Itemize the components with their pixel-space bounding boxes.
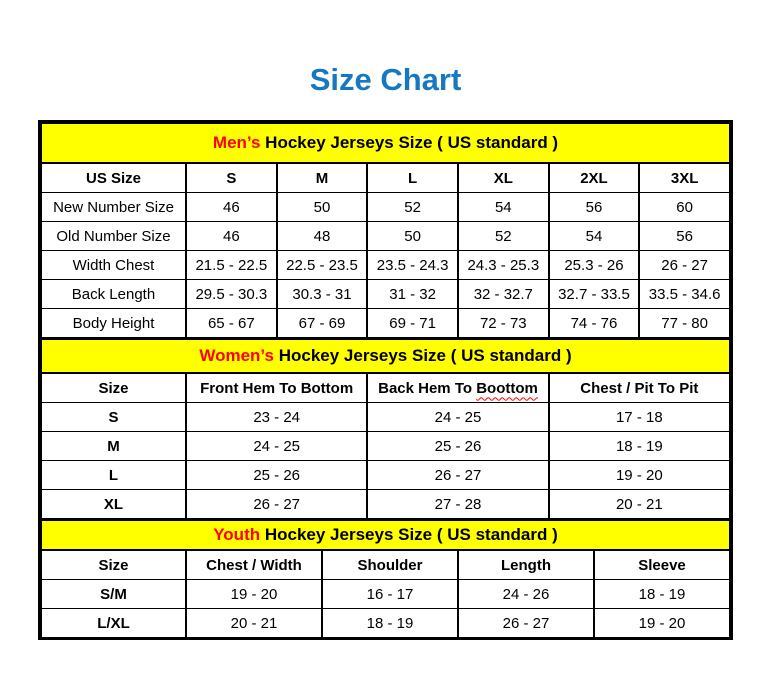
mens-column-header: M — [277, 163, 368, 193]
mens-value-cell: 46 — [186, 193, 277, 222]
youth-table-row — [41, 580, 730, 609]
youth-size-table — [40, 519, 731, 638]
mens-value-cell: 25.3 - 26 — [549, 251, 640, 280]
mens-size-table — [40, 122, 731, 338]
mens-value-cell: 74 - 76 — [549, 309, 640, 338]
womens-table-row — [41, 490, 730, 519]
womens-value-cell: 19 - 20 — [549, 461, 730, 490]
mens-value-cell: 56 — [549, 193, 640, 222]
youth-column-header: Size — [41, 550, 186, 580]
youth-value-cell: 20 - 21 — [186, 609, 322, 638]
mens-banner-text: Hockey Jerseys Size ( US standard ) — [260, 133, 559, 152]
womens-value-cell: 20 - 21 — [549, 490, 730, 519]
mens-value-cell: 50 — [277, 193, 368, 222]
womens-value-cell: 18 - 19 — [549, 432, 730, 461]
youth-value-cell: 16 - 17 — [322, 580, 458, 609]
page-title: Size Chart — [309, 62, 462, 97]
mens-row-label: New Number Size — [41, 193, 186, 222]
mens-value-cell: 22.5 - 23.5 — [277, 251, 368, 280]
mens-row-label: Old Number Size — [41, 222, 186, 251]
youth-column-header: Chest / Width — [186, 550, 322, 580]
womens-value-cell: 24 - 25 — [186, 432, 367, 461]
mens-value-cell: 77 - 80 — [639, 309, 730, 338]
womens-section-banner — [41, 339, 730, 373]
misspelled-word: Boottom — [476, 379, 538, 397]
youth-value-cell: 18 - 19 — [594, 580, 730, 609]
youth-column-header: Sleeve — [594, 550, 730, 580]
womens-banner-highlight: Women’s — [199, 346, 274, 365]
womens-row-label: XL — [41, 490, 186, 519]
womens-column-header: Back Hem To Boottom — [367, 373, 548, 403]
youth-section-banner — [41, 520, 730, 550]
womens-banner-text: Hockey Jerseys Size ( US standard ) — [273, 346, 572, 365]
womens-value-cell: 27 - 28 — [367, 490, 548, 519]
womens-size-table — [40, 338, 731, 519]
mens-column-header: S — [186, 163, 277, 193]
mens-value-cell: 31 - 32 — [367, 280, 458, 309]
mens-value-cell: 54 — [458, 193, 549, 222]
mens-value-cell: 26 - 27 — [639, 251, 730, 280]
mens-value-cell: 50 — [367, 222, 458, 251]
mens-row-label: Width Chest — [41, 251, 186, 280]
mens-row-label: Back Length — [41, 280, 186, 309]
mens-value-cell: 23.5 - 24.3 — [367, 251, 458, 280]
womens-value-cell: 23 - 24 — [186, 403, 367, 432]
mens-table-row — [41, 280, 730, 309]
mens-column-header: 3XL — [639, 163, 730, 193]
youth-banner-text: Hockey Jerseys Size ( US standard ) — [260, 525, 558, 544]
womens-table-row — [41, 403, 730, 432]
youth-value-cell: 24 - 26 — [458, 580, 594, 609]
womens-value-cell: 25 - 26 — [367, 432, 548, 461]
mens-column-header: XL — [458, 163, 549, 193]
mens-column-header: L — [367, 163, 458, 193]
womens-value-cell: 26 - 27 — [367, 461, 548, 490]
mens-value-cell: 21.5 - 22.5 — [186, 251, 277, 280]
mens-banner-highlight: Men’s — [212, 133, 261, 152]
youth-table-row — [41, 609, 730, 638]
womens-value-cell: 17 - 18 — [549, 403, 730, 432]
mens-value-cell: 33.5 - 34.6 — [639, 280, 730, 309]
womens-value-cell: 25 - 26 — [186, 461, 367, 490]
womens-row-label: S — [41, 403, 186, 432]
youth-row-label: L/XL — [41, 609, 186, 638]
womens-value-cell: 26 - 27 — [186, 490, 367, 519]
youth-column-header: Length — [458, 550, 594, 580]
mens-value-cell: 69 - 71 — [367, 309, 458, 338]
youth-value-cell: 26 - 27 — [458, 609, 594, 638]
mens-value-cell: 29.5 - 30.3 — [186, 280, 277, 309]
youth-value-cell: 19 - 20 — [186, 580, 322, 609]
mens-table-row — [41, 309, 730, 338]
mens-value-cell: 24.3 - 25.3 — [458, 251, 549, 280]
mens-value-cell: 48 — [277, 222, 368, 251]
mens-row-label: Body Height — [41, 309, 186, 338]
mens-value-cell: 60 — [639, 193, 730, 222]
mens-table-row — [41, 193, 730, 222]
youth-banner-highlight: Youth — [213, 525, 261, 544]
womens-table-row — [41, 432, 730, 461]
size-chart — [38, 120, 733, 640]
mens-column-header: 2XL — [549, 163, 640, 193]
mens-table-row — [41, 251, 730, 280]
mens-value-cell: 46 — [186, 222, 277, 251]
youth-column-header: Shoulder — [322, 550, 458, 580]
mens-section-banner — [41, 123, 730, 163]
mens-value-cell: 56 — [639, 222, 730, 251]
mens-value-cell: 52 — [458, 222, 549, 251]
mens-value-cell: 67 - 69 — [277, 309, 368, 338]
mens-table-row — [41, 222, 730, 251]
mens-value-cell: 54 — [549, 222, 640, 251]
mens-value-cell: 32.7 - 33.5 — [549, 280, 640, 309]
womens-value-cell: 24 - 25 — [367, 403, 548, 432]
womens-table-row — [41, 461, 730, 490]
womens-column-header: Front Hem To Bottom — [186, 373, 367, 403]
youth-value-cell: 18 - 19 — [322, 609, 458, 638]
womens-column-header: Chest / Pit To Pit — [549, 373, 730, 403]
mens-value-cell: 30.3 - 31 — [277, 280, 368, 309]
mens-value-cell: 72 - 73 — [458, 309, 549, 338]
mens-column-header: US Size — [41, 163, 186, 193]
youth-row-label: S/M — [41, 580, 186, 609]
mens-value-cell: 52 — [367, 193, 458, 222]
mens-value-cell: 65 - 67 — [186, 309, 277, 338]
womens-row-label: M — [41, 432, 186, 461]
youth-value-cell: 19 - 20 — [594, 609, 730, 638]
womens-row-label: L — [41, 461, 186, 490]
mens-value-cell: 32 - 32.7 — [458, 280, 549, 309]
womens-column-header: Size — [41, 373, 186, 403]
